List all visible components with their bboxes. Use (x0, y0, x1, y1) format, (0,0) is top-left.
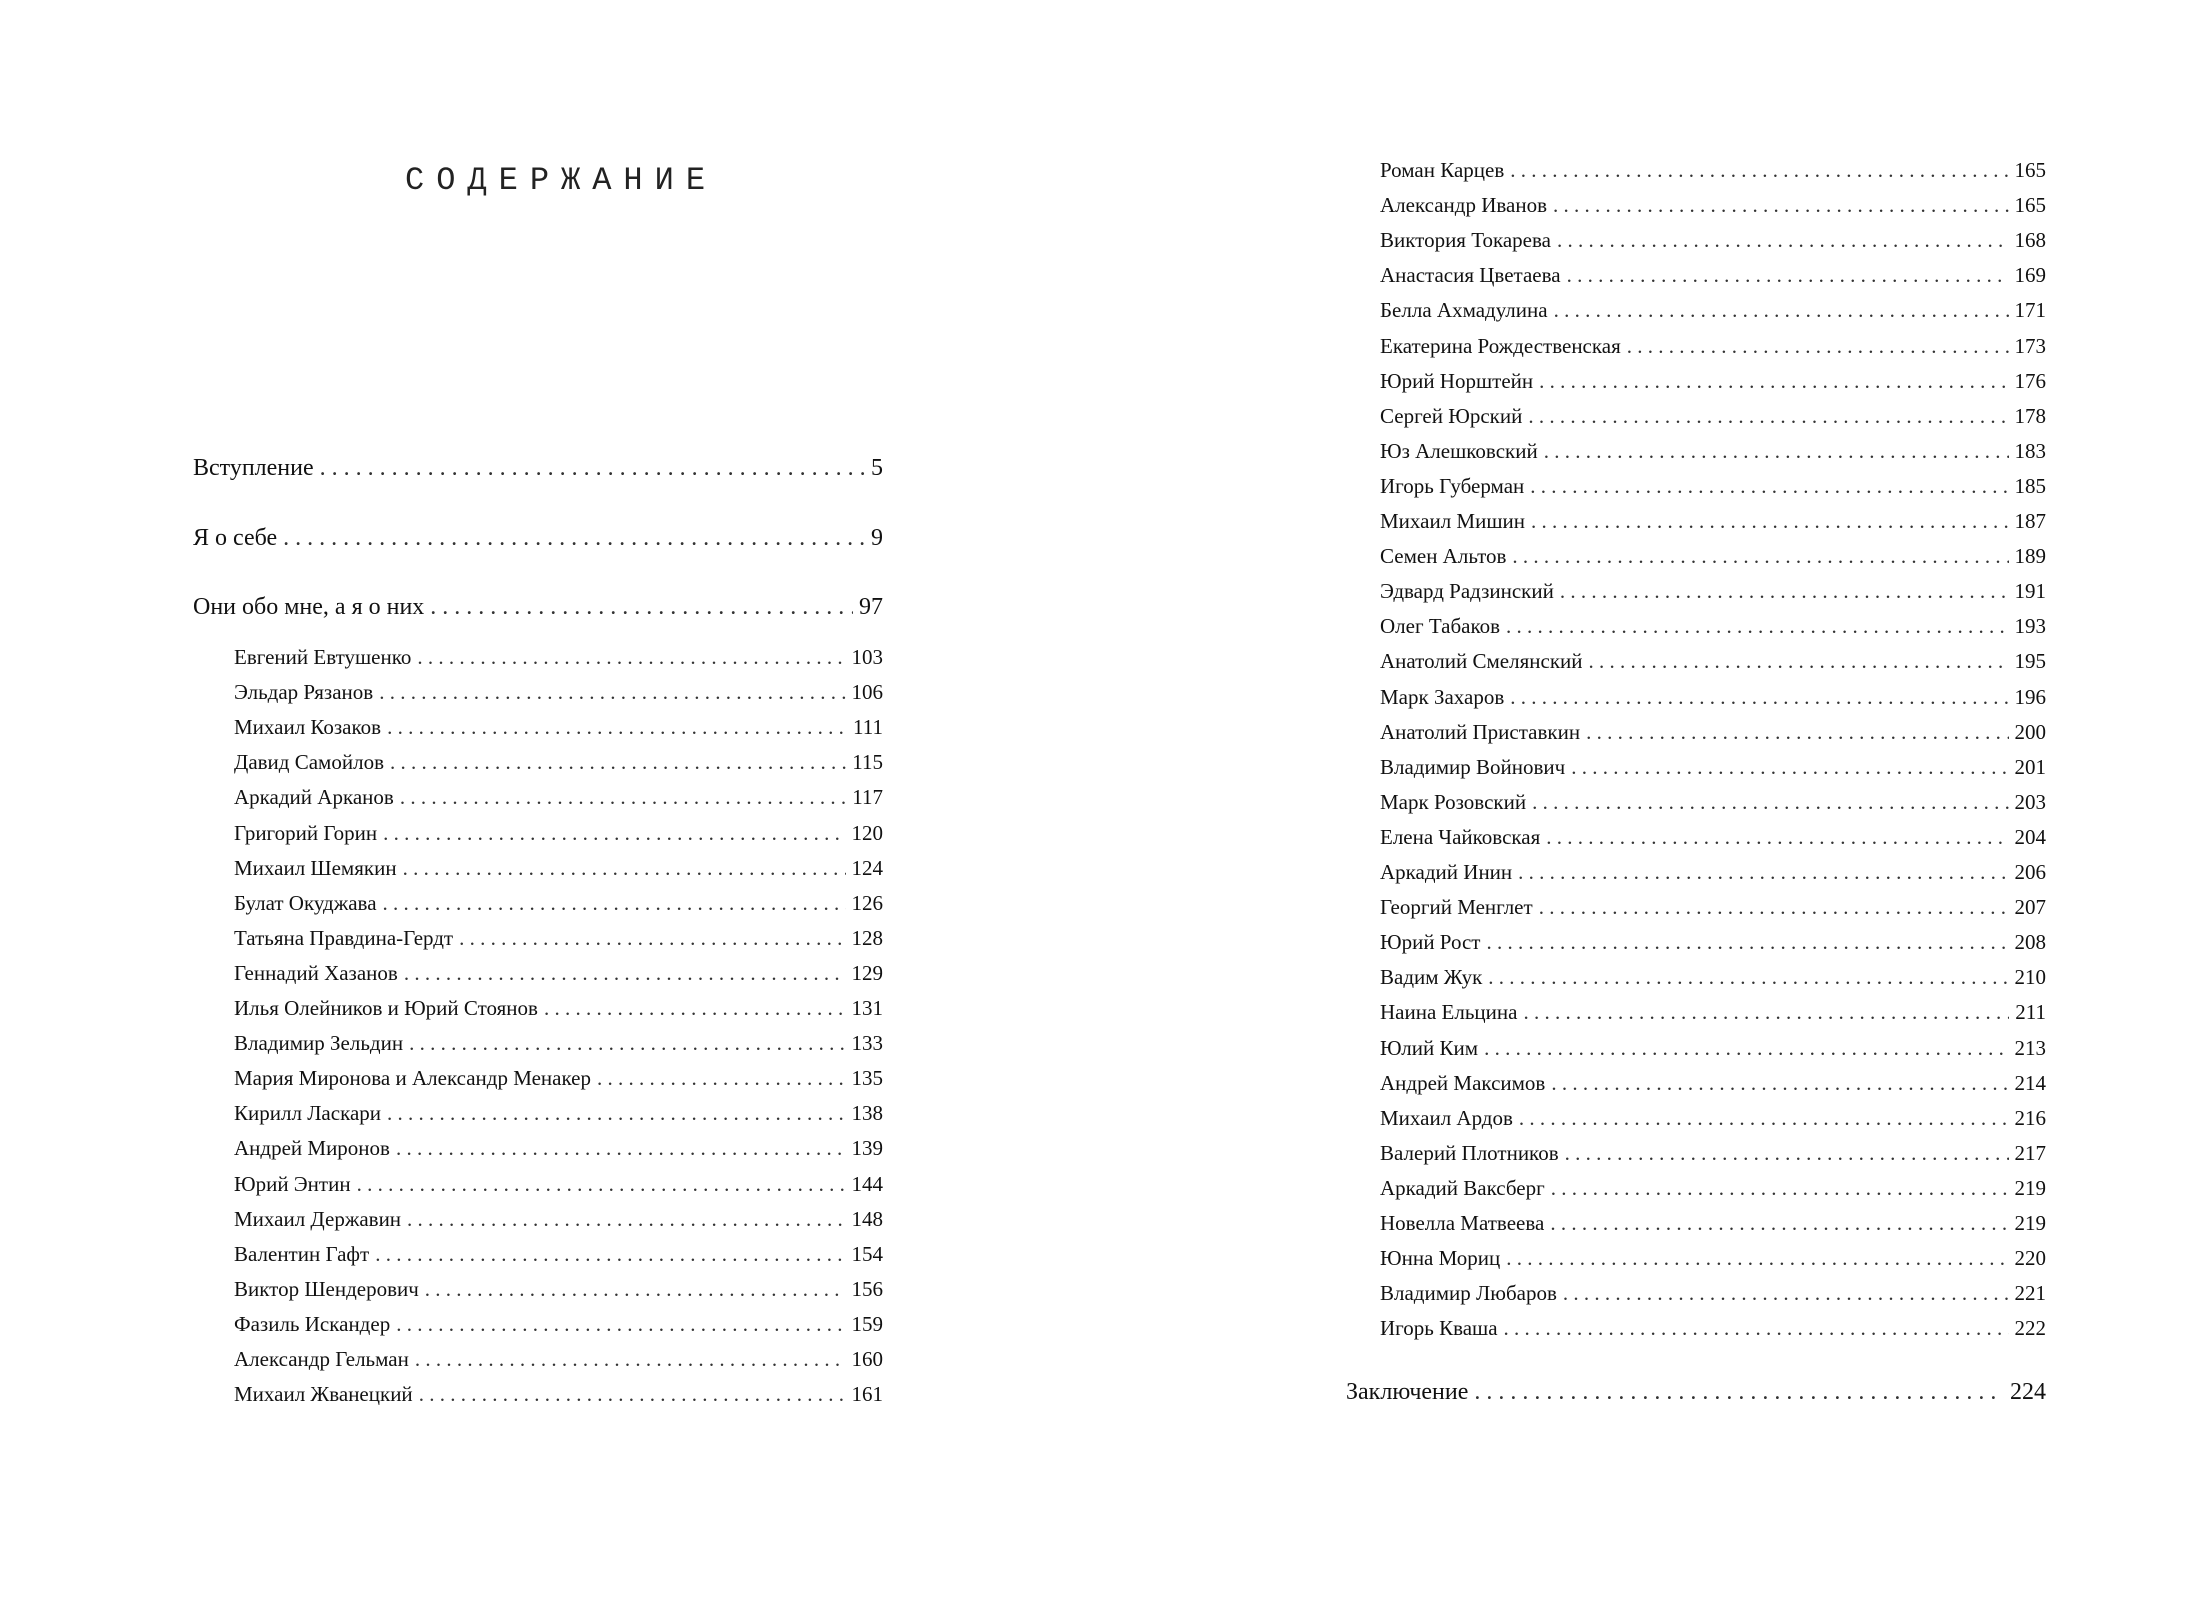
toc-entry-title: Игорь Губерман (1380, 474, 1525, 498)
toc-entry-title: Валентин Гафт (234, 1242, 370, 1266)
toc-entry (234, 856, 883, 890)
toc-entry-page-number: 135 (851, 1066, 883, 1090)
toc-entry-page-number: 201 (2014, 755, 2046, 779)
toc-entry-page-number: 106 (851, 680, 883, 704)
toc-entry-title: Булат Окуджава (234, 891, 377, 915)
dot-leader (1506, 1246, 2008, 1271)
toc-entry (1380, 1316, 2046, 1350)
toc-entry (1380, 1176, 2046, 1210)
toc-entry-title: Михаил Козаков (234, 715, 382, 739)
toc-entry (234, 715, 883, 749)
toc-entry (234, 961, 883, 995)
dot-leader (597, 1066, 846, 1091)
toc-entry-page-number: 193 (2014, 614, 2046, 638)
toc-entry-title: Виктор Шендерович (234, 1277, 419, 1301)
toc-entry-page-number: 165 (2014, 193, 2046, 217)
dot-leader (1518, 860, 2008, 885)
toc-entry (234, 1136, 883, 1170)
toc-entry-title: Мария Миронова и Александр Менакер (234, 1066, 591, 1090)
dot-leader (1530, 474, 2008, 499)
toc-entry-page-number: 171 (2014, 298, 2046, 322)
dot-leader (1553, 193, 2009, 218)
toc-entry (234, 680, 883, 714)
toc-entry-page-number: 117 (852, 785, 883, 809)
toc-entry-page-number: 139 (851, 1136, 883, 1160)
toc-entry-page-number: 9 (871, 525, 883, 551)
toc-entry (1380, 1141, 2046, 1175)
dot-leader (396, 1312, 845, 1337)
toc-entry-title: Они обо мне, а я о них (193, 594, 425, 620)
toc-entry (234, 1172, 883, 1206)
toc-entry (234, 645, 883, 679)
toc-entry (1380, 298, 2046, 332)
dot-leader (409, 1031, 845, 1056)
toc-entry-title: Михаил Жванецкий (234, 1382, 413, 1406)
toc-entry (1380, 439, 2046, 473)
toc-entry-page-number: 189 (2014, 544, 2046, 568)
toc-entry-page-number: 5 (871, 455, 883, 481)
dot-leader (1510, 158, 2008, 183)
toc-entry-title: Заключение (1346, 1379, 1469, 1405)
dot-leader (1563, 1281, 2009, 1306)
dot-leader (425, 1277, 846, 1302)
toc-entry (1380, 509, 2046, 543)
toc-entry-page-number: 187 (2014, 509, 2046, 533)
dot-leader (1560, 579, 2009, 604)
toc-entry-page-number: 154 (851, 1242, 883, 1266)
dot-leader (1544, 439, 2009, 464)
dot-leader (1512, 544, 2008, 569)
toc-entry (1380, 614, 2046, 648)
toc-entry (1380, 930, 2046, 964)
dot-leader (407, 1207, 845, 1232)
toc-entry-title: Эльдар Рязанов (234, 680, 374, 704)
toc-entry-page-number: 185 (2014, 474, 2046, 498)
toc-entry (234, 926, 883, 960)
toc-entry (234, 1207, 883, 1241)
toc-entry-page-number: 111 (853, 715, 883, 739)
dot-leader (403, 856, 846, 881)
toc-entry (234, 785, 883, 819)
dot-leader (1571, 755, 2008, 780)
dot-leader (1523, 1000, 2009, 1025)
dot-leader (396, 1136, 846, 1161)
toc-entry-page-number: 103 (851, 645, 883, 669)
toc-entry (234, 1347, 883, 1381)
toc-entry (1380, 158, 2046, 192)
toc-entry (1380, 544, 2046, 578)
toc-entry-page-number: 219 (2014, 1176, 2046, 1200)
dot-leader (1557, 228, 2009, 253)
toc-entry-page-number: 115 (852, 750, 883, 774)
toc-entry-page-number: 207 (2014, 895, 2046, 919)
toc-entry (1380, 755, 2046, 789)
toc-entry-page-number: 129 (851, 961, 883, 985)
toc-entry-page-number: 183 (2014, 439, 2046, 463)
toc-entry-title: Владимир Зельдин (234, 1031, 404, 1055)
toc-entry-title: Я о себе (193, 525, 278, 551)
toc-entry-page-number: 211 (2015, 1000, 2046, 1024)
toc-entry-page-number: 165 (2014, 158, 2046, 182)
dot-leader (1504, 1316, 2009, 1341)
toc-entry-title: Олег Табаков (1380, 614, 1501, 638)
toc-entry (1380, 1036, 2046, 1070)
toc-entry-title: Новелла Матвеева (1380, 1211, 1545, 1235)
toc-entry-title: Вадим Жук (1380, 965, 1483, 989)
dot-leader (1546, 825, 2008, 850)
toc-entry-page-number: 159 (851, 1312, 883, 1336)
toc-entry-title: Юрий Энтин (234, 1172, 351, 1196)
toc-entry (1380, 965, 2046, 999)
toc-entry-page-number: 222 (2014, 1316, 2046, 1340)
dot-leader (1474, 1379, 2004, 1406)
toc-entry-page-number: 224 (2010, 1379, 2046, 1405)
toc-entry (193, 455, 883, 489)
toc-entry-page-number: 200 (2014, 720, 2046, 744)
toc-entry-page-number: 221 (2014, 1281, 2046, 1305)
toc-entry-title: Аркадий Инин (1380, 860, 1513, 884)
dot-leader (1586, 720, 2008, 745)
dot-leader (417, 645, 845, 670)
dot-leader (400, 785, 846, 810)
toc-entry (234, 1031, 883, 1065)
toc-entry-page-number: 206 (2014, 860, 2046, 884)
toc-entry (234, 1277, 883, 1311)
toc-entry (1380, 193, 2046, 227)
dot-leader (379, 680, 845, 705)
toc-entry-page-number: 219 (2014, 1211, 2046, 1235)
toc-entry (1380, 1000, 2046, 1034)
dot-leader (1565, 1141, 2009, 1166)
toc-entry-title: Анатолий Смелянский (1380, 649, 1583, 673)
toc-entry (193, 594, 883, 628)
dot-leader (1510, 685, 2008, 710)
toc-entry-title: Юнна Мориц (1380, 1246, 1501, 1270)
toc-entry-title: Елена Чайковская (1380, 825, 1541, 849)
toc-entry-title: Георгий Менглет (1380, 895, 1533, 919)
toc-entry-title: Андрей Миронов (234, 1136, 390, 1160)
toc-entry-title: Евгений Евтушенко (234, 645, 412, 669)
dot-leader (320, 455, 865, 482)
dot-leader (1487, 930, 2009, 955)
dot-leader (1554, 298, 2009, 323)
toc-entry (1380, 649, 2046, 683)
toc-entry-title: Михаил Мишин (1380, 509, 1525, 533)
toc-entry-title: Андрей Максимов (1380, 1071, 1546, 1095)
toc-entry (193, 525, 883, 559)
toc-entry-page-number: 144 (851, 1172, 883, 1196)
toc-entry-title: Юлий Ким (1380, 1036, 1479, 1060)
toc-entry-page-number: 128 (851, 926, 883, 950)
dot-leader (357, 1172, 846, 1197)
dot-leader (1539, 369, 2008, 394)
toc-entry-page-number: 204 (2014, 825, 2046, 849)
toc-entry-page-number: 131 (851, 996, 883, 1020)
toc-entry-page-number: 208 (2014, 930, 2046, 954)
toc-entry (1380, 404, 2046, 438)
toc-entry-page-number: 203 (2014, 790, 2046, 814)
toc-entry (1380, 790, 2046, 824)
toc-entry-page-number: 138 (851, 1101, 883, 1125)
dot-leader (283, 525, 865, 552)
toc-entry-page-number: 216 (2014, 1106, 2046, 1130)
dot-leader (419, 1382, 846, 1407)
dot-leader (375, 1242, 845, 1267)
toc-entry-page-number: 161 (851, 1382, 883, 1406)
toc-entry-page-number: 133 (851, 1031, 883, 1055)
dot-leader (1484, 1036, 2008, 1061)
toc-entry (1346, 1379, 2046, 1413)
toc-entry (234, 750, 883, 784)
toc-entry-title: Владимир Любаров (1380, 1281, 1557, 1305)
toc-entry-title: Владимир Войнович (1380, 755, 1566, 779)
dot-leader (1551, 1176, 2009, 1201)
toc-entry-page-number: 220 (2014, 1246, 2046, 1270)
toc-entry-title: Юрий Норштейн (1380, 369, 1534, 393)
toc-entry (234, 1066, 883, 1100)
toc-entry-page-number: 214 (2014, 1071, 2046, 1095)
toc-entry-title: Вступление (193, 455, 314, 481)
toc-entry-title: Александр Иванов (1380, 193, 1547, 217)
toc-entry-page-number: 213 (2014, 1036, 2046, 1060)
toc-entry-page-number: 210 (2014, 965, 2046, 989)
toc-entry-title: Юз Алешковский (1380, 439, 1538, 463)
dot-leader (1539, 895, 2009, 920)
toc-entry-title: Анастасия Цветаева (1380, 263, 1561, 287)
dot-leader (1589, 649, 2009, 674)
toc-entry-page-number: 97 (859, 594, 883, 620)
page-title: СОДЕРЖАНИЕ (405, 162, 718, 199)
dot-leader (1532, 790, 2008, 815)
toc-entry-title: Марк Захаров (1380, 685, 1505, 709)
toc-entry-page-number: 169 (2014, 263, 2046, 287)
toc-entry-title: Геннадий Хазанов (234, 961, 398, 985)
toc-entry-page-number: 178 (2014, 404, 2046, 428)
dot-leader (1519, 1106, 2009, 1131)
toc-entry (1380, 1211, 2046, 1245)
toc-entry (1380, 579, 2046, 613)
dot-leader (430, 594, 853, 621)
toc-entry (1380, 1246, 2046, 1280)
toc-entry (234, 1312, 883, 1346)
toc-entry-page-number: 126 (851, 891, 883, 915)
toc-entry-page-number: 195 (2014, 649, 2046, 673)
toc-entry-page-number: 173 (2014, 334, 2046, 358)
toc-entry-title: Сергей Юрский (1380, 404, 1523, 428)
toc-entry (234, 1382, 883, 1416)
toc-entry-page-number: 160 (851, 1347, 883, 1371)
toc-entry (1380, 263, 2046, 297)
dot-leader (387, 1101, 845, 1126)
toc-entry (234, 996, 883, 1030)
toc-entry (234, 1101, 883, 1135)
dot-leader (1551, 1071, 2008, 1096)
toc-entry (1380, 825, 2046, 859)
toc-entry-page-number: 191 (2014, 579, 2046, 603)
dot-leader (387, 715, 847, 740)
toc-entry (234, 891, 883, 925)
toc-entry-title: Игорь Кваша (1380, 1316, 1498, 1340)
toc-entry-title: Фазиль Искандер (234, 1312, 391, 1336)
toc-entry-title: Татьяна Правдина-Гердт (234, 926, 454, 950)
toc-entry-title: Екатерина Рождественская (1380, 334, 1621, 358)
dot-leader (1488, 965, 2008, 990)
toc-entry-page-number: 120 (851, 821, 883, 845)
dot-leader (544, 996, 846, 1021)
toc-entry (1380, 685, 2046, 719)
toc-entry-title: Кирилл Ласкари (234, 1101, 382, 1125)
toc-entry-title: Михаил Ардов (1380, 1106, 1513, 1130)
toc-entry-page-number: 168 (2014, 228, 2046, 252)
dot-leader (1567, 263, 2009, 288)
toc-entry-title: Аркадий Ваксберг (1380, 1176, 1545, 1200)
toc-entry-title: Анатолий Приставкин (1380, 720, 1581, 744)
toc-entry-page-number: 196 (2014, 685, 2046, 709)
dot-leader (1531, 509, 2009, 534)
toc-entry-page-number: 148 (851, 1207, 883, 1231)
toc-entry-title: Давид Самойлов (234, 750, 384, 774)
toc-entry-page-number: 156 (851, 1277, 883, 1301)
toc-entry (1380, 334, 2046, 368)
dot-leader (404, 961, 846, 986)
toc-entry (1380, 895, 2046, 929)
toc-entry-title: Марк Розовский (1380, 790, 1527, 814)
dot-leader (1627, 334, 2009, 359)
toc-entry-title: Илья Олейников и Юрий Стоянов (234, 996, 538, 1020)
toc-entry-page-number: 176 (2014, 369, 2046, 393)
toc-entry (1380, 1106, 2046, 1140)
dot-leader (1550, 1211, 2008, 1236)
dot-leader (390, 750, 846, 775)
toc-entry (1380, 860, 2046, 894)
toc-entry-title: Григорий Горин (234, 821, 378, 845)
toc-entry-title: Александр Гельман (234, 1347, 409, 1371)
dot-leader (1506, 614, 2008, 639)
toc-entry-page-number: 217 (2014, 1141, 2046, 1165)
toc-entry-title: Юрий Рост (1380, 930, 1481, 954)
toc-entry (1380, 1281, 2046, 1315)
toc-entry (234, 1242, 883, 1276)
toc-entry-title: Виктория Токарева (1380, 228, 1551, 252)
toc-entry (1380, 474, 2046, 508)
toc-entry (1380, 720, 2046, 754)
toc-entry-page-number: 124 (851, 856, 883, 880)
dot-leader (383, 821, 845, 846)
toc-entry-title: Аркадий Арканов (234, 785, 394, 809)
toc-entry-title: Семен Альтов (1380, 544, 1507, 568)
toc-entry-title: Михаил Шемякин (234, 856, 397, 880)
toc-entry-title: Наина Ельцина (1380, 1000, 1518, 1024)
dot-leader (1528, 404, 2008, 429)
toc-entry-title: Михаил Державин (234, 1207, 402, 1231)
toc-entry (1380, 228, 2046, 262)
toc-entry-title: Белла Ахмадулина (1380, 298, 1548, 322)
toc-entry (234, 821, 883, 855)
dot-leader (383, 891, 846, 916)
toc-entry-title: Валерий Плотников (1380, 1141, 1559, 1165)
dot-leader (459, 926, 845, 951)
toc-entry-title: Роман Карцев (1380, 158, 1505, 182)
toc-entry-title: Эдвард Радзинский (1380, 579, 1554, 603)
toc-entry (1380, 1071, 2046, 1105)
dot-leader (415, 1347, 846, 1372)
toc-entry (1380, 369, 2046, 403)
